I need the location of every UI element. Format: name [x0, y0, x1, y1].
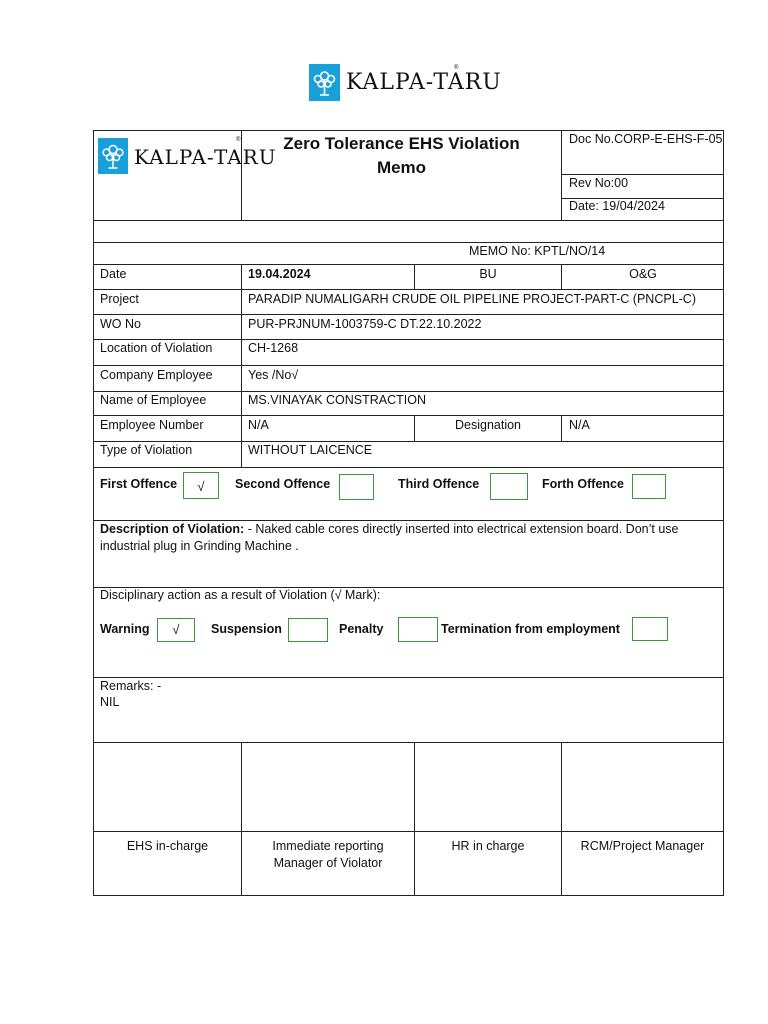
warning-checkbox[interactable] — [157, 618, 195, 642]
second-offence-checkbox[interactable] — [339, 474, 374, 500]
kalpataru-tree-icon — [98, 138, 128, 174]
first-offence-label: First Offence — [100, 477, 178, 491]
ehs-incharge-label: EHS in-charge — [126, 839, 209, 853]
wo-label: WO No — [100, 317, 141, 331]
penalty-label: Penalty — [339, 622, 384, 636]
date-label: Date — [100, 267, 127, 281]
description-text-line1: - Naked cable cores directly inserted into electrical extension board. Don’t use — [244, 522, 679, 536]
company-employee-label: Company Employee — [100, 368, 213, 382]
registered-mark: ® — [454, 65, 459, 71]
wo-value: PUR-PRJNUM-1003759-C DT.22.10.2022 — [248, 317, 482, 331]
description-text-line2: industrial plug in Grinding Machine . — [100, 539, 299, 553]
employee-number-value: N/A — [248, 418, 269, 432]
warning-label: Warning — [100, 622, 150, 636]
suspension-label: Suspension — [211, 622, 282, 636]
third-offence-label: Third Offence — [398, 477, 480, 491]
termination-checkbox[interactable] — [632, 617, 668, 641]
penalty-checkbox[interactable] — [398, 617, 438, 642]
hr-incharge-label: HR in charge — [451, 839, 525, 853]
employee-name-label: Name of Employee — [100, 393, 207, 407]
company-employee-value: Yes /No√ — [248, 368, 299, 382]
doc-number: Doc No.CORP-E-EHS-F-05 — [569, 132, 723, 146]
bu-value: O&G — [629, 267, 657, 281]
remarks-label: Remarks: - — [100, 679, 162, 693]
check-mark-icon: √ — [197, 479, 205, 494]
termination-label: Termination from employment — [441, 622, 620, 636]
memo-number: MEMO No: KPTL/NO/14 — [469, 244, 606, 258]
suspension-checkbox[interactable] — [288, 618, 328, 642]
kalpataru-tree-icon — [309, 64, 340, 101]
second-offence-label: Second Offence — [235, 477, 331, 491]
signature-box-manager — [242, 743, 414, 831]
disciplinary-heading: Disciplinary action as a result of Violation (√ Mark): — [100, 588, 381, 602]
project-manager-label: RCM/Project Manager — [580, 839, 705, 853]
signature-box-rcm — [562, 743, 723, 831]
project-value: PARADIP NUMALIGARH CRUDE OIL PIPELINE PROJECT-PART-C (PNCPL-C) — [248, 292, 696, 306]
reporting-manager-label: Immediate reporting — [272, 839, 384, 853]
violation-type-value: WITHOUT LAICENCE — [248, 443, 373, 457]
violation-type-label: Type of Violation — [100, 443, 193, 457]
form-title-line2: Memo — [376, 158, 427, 177]
header-registered-mark: ® — [236, 137, 241, 143]
document-date: Date: 19/04/2024 — [569, 199, 665, 213]
forth-offence-label: Forth Offence — [542, 477, 624, 491]
bu-label: BU — [479, 267, 497, 281]
location-value: CH-1268 — [248, 341, 299, 355]
revision-number: Rev No:00 — [569, 176, 629, 190]
remarks-value: NIL — [100, 695, 120, 709]
description-label: Description of Violation: — [100, 522, 245, 536]
designation-label: Designation — [454, 418, 521, 432]
form-title: Zero Tolerance EHS Violation — [283, 134, 520, 153]
third-offence-checkbox[interactable] — [490, 473, 528, 500]
employee-name-value: MS.VINAYAK CONSTRACTION — [248, 393, 427, 407]
check-mark-icon: √ — [172, 622, 180, 637]
signature-box-hr — [415, 743, 561, 831]
violation-description — [100, 522, 678, 537]
location-label: Location of Violation — [100, 341, 213, 355]
first-offence-checkbox[interactable] — [183, 472, 219, 499]
project-label: Project — [100, 292, 139, 306]
employee-number-label: Employee Number — [100, 418, 204, 432]
designation-value: N/A — [569, 418, 590, 432]
brand-name: KALPA-TARU — [346, 70, 502, 95]
date-value: 19.04.2024 — [248, 267, 311, 281]
forth-offence-checkbox[interactable] — [632, 474, 666, 499]
signature-box-ehs — [94, 743, 241, 831]
header-brand-name: KALPA-TARU — [134, 145, 277, 169]
reporting-manager-label-line2: Manager of Violator — [273, 856, 383, 870]
